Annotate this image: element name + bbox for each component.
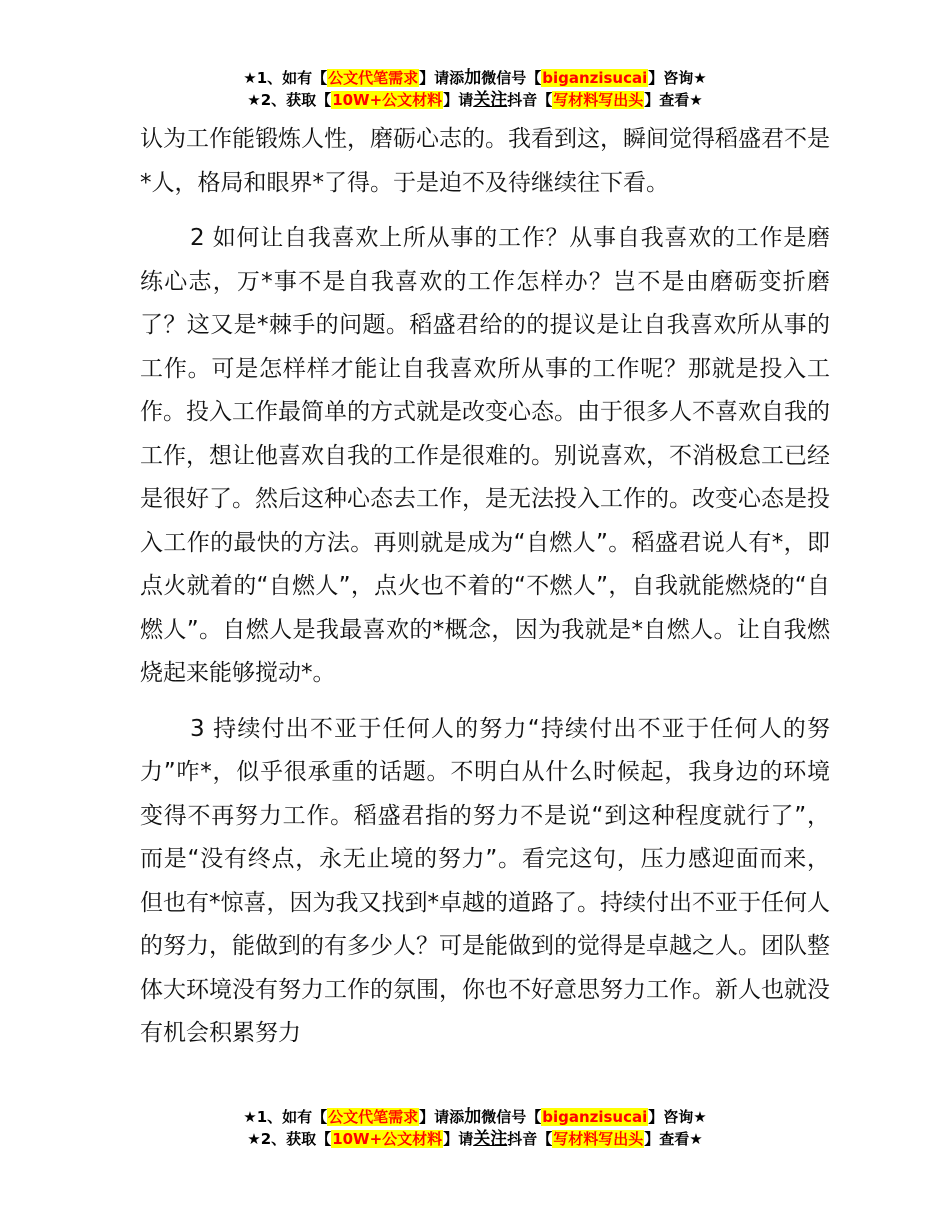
banner-line-2-mid2: 抖音【 xyxy=(507,91,553,109)
footer-line-1-emphasis: 加 xyxy=(464,1107,482,1127)
banner-line-1-mid: 】请添 xyxy=(419,69,465,87)
banner-line-2 xyxy=(0,89,950,111)
footer-line-1-prefix: ★1、如有【 xyxy=(243,1108,328,1126)
banner-line-2-mid: 】请 xyxy=(443,91,474,109)
banner-line-2-prefix: ★2、获取【 xyxy=(247,91,332,109)
document-body xyxy=(140,118,830,1056)
footer-highlight-materials: 10W+公文材料 xyxy=(332,1130,443,1148)
paragraph-3: 3 持续付出不亚于任何人的努力“持续付出不亚于任何人的努力”咋*，似乎很承重的话题。不明白从什么时候起，我身边的环境变得不再努力工作。稻盛君指的努力不是说“到这种程度就行了”，而是“没有终点，永无止境的努力”。看完这句，压力感迎面而来，但也有*惊喜，因为我又找到*卓越的道路了。持续付出不亚于任何人的努力，能做到的有多少人？可是能做到的觉得是卓越之人。团队整体大环境没有努力工作的氛围，你也不好意思努力工作。新人也就没有机会积累努力 xyxy=(140,715,830,1046)
footer-line-2-underline: 关注 xyxy=(473,1129,508,1149)
footer-line-1-mid2: 微信号【 xyxy=(481,1108,542,1126)
banner-highlight-wechat-id: biganzisucai xyxy=(542,69,648,87)
footer-line-2-mid: 】请 xyxy=(443,1130,474,1148)
banner-line-1-mid2: 微信号【 xyxy=(481,69,542,87)
footer-banner-line-2 xyxy=(0,1128,950,1150)
footer-line-1-suffix: 】咨询★ xyxy=(648,1108,707,1126)
header-banner xyxy=(0,67,950,111)
banner-line-2-underline: 关注 xyxy=(473,90,508,110)
footer-highlight-service: 公文代笔需求 xyxy=(328,1108,419,1126)
footer-line-2-suffix: 】查看★ xyxy=(644,1130,703,1148)
footer-banner-line-1 xyxy=(0,1106,950,1128)
paragraph-1: 认为工作能锻炼人性，磨砺心志的。我看到这，瞬间觉得稻盛君不是*人，格局和眼界*了得。于是迫不及待继续往下看。 xyxy=(140,126,830,196)
banner-line-1-suffix: 】咨询★ xyxy=(648,69,707,87)
banner-line-1 xyxy=(0,67,950,89)
footer-banner xyxy=(0,1106,950,1150)
footer-line-2-prefix: ★2、获取【 xyxy=(247,1130,332,1148)
footer-highlight-wechat-id: biganzisucai xyxy=(542,1108,648,1126)
banner-line-1-emphasis: 加 xyxy=(464,68,482,88)
banner-highlight-materials: 10W+公文材料 xyxy=(332,91,443,109)
banner-highlight-service: 公文代笔需求 xyxy=(328,69,419,87)
footer-line-2-mid2: 抖音【 xyxy=(507,1130,553,1148)
banner-line-2-suffix: 】查看★ xyxy=(644,91,703,109)
paragraph-2: 2 如何让自我喜欢上所从事的工作？从事自我喜欢的工作是磨练心志，万*事不是自我喜欢的工作怎样办？岂不是由磨砺变折磨了？这又是*棘手的问题。稻盛君给的的提议是让自我喜欢所从事的工作。可是怎样样才能让自我喜欢所从事的工作呢？那就是投入工作。投入工作最简单的方式就是改变心态。由于很多人不喜欢自我的工作，想让他喜欢自我的工作是很难的。别说喜欢，不消极怠工已经是很好了。然后这种心态去工作，是无法投入工作的。改变心态是投入工作的最快的方法。再则就是成为“自燃人”。稻盛君说人有*，即点火就着的“自燃人”，点火也不着的“不燃人”，自我就能燃烧的“自燃人”。自燃人是我最喜欢的*概念，因为我就是*自燃人。让自我燃烧起来能够搅动*。 xyxy=(140,225,830,686)
banner-line-1-prefix: ★1、如有【 xyxy=(243,69,328,87)
footer-line-1-mid: 】请添 xyxy=(419,1108,465,1126)
footer-highlight-douyin: 写材料写出头 xyxy=(553,1130,644,1148)
banner-highlight-douyin: 写材料写出头 xyxy=(553,91,644,109)
